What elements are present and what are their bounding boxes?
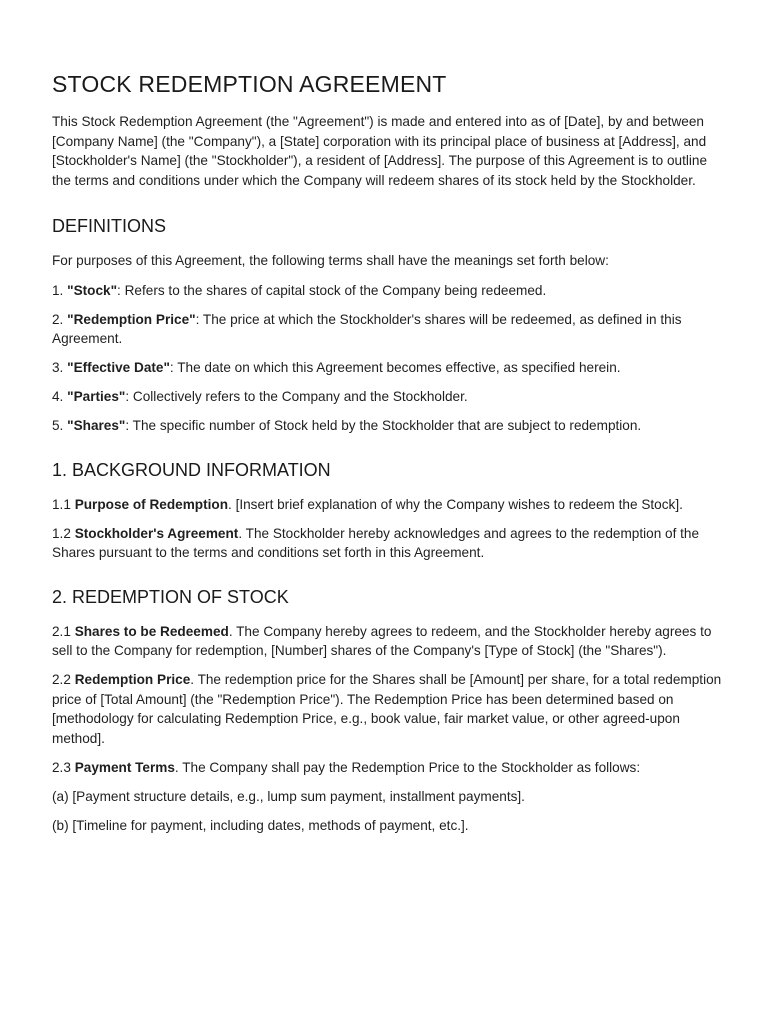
definition-number: 3. [52, 360, 68, 375]
clause-item [52, 622, 727, 661]
background-heading: 1. BACKGROUND INFORMATION [52, 459, 331, 480]
clause-term: Payment Terms [74, 759, 175, 775]
clause-number: 2.3 [52, 759, 75, 775]
clause-item [52, 758, 727, 778]
clause-term: Shares to be Redeemed [74, 623, 229, 639]
definition-item [52, 416, 727, 436]
definition-item [52, 387, 727, 407]
definition-number: 4. [52, 389, 68, 404]
document-page [52, 70, 727, 845]
payment-subitem: (b) [Timeline for payment, including dates, methods of payment, etc.]. [52, 817, 469, 833]
definitions-intro: For purposes of this Agreement, the following terms shall have the meanings set forth below: [52, 253, 609, 268]
payment-subitem: (a) [Payment structure details, e.g., lump sum payment, installment payments]. [52, 788, 525, 804]
definition-term: "Shares" [67, 418, 126, 433]
definitions-heading: DEFINITIONS [52, 216, 167, 236]
definition-number: 2. [52, 311, 68, 327]
definition-number: 5. [52, 418, 68, 433]
definition-item [52, 310, 727, 349]
clause-term: Stockholder's Agreement [74, 525, 239, 541]
clause-text: . The redemption price for the Shares shall be [Amount] per share, for a total redemption price of [Total Amount] (the "Redemption Price"). The Redemption Price has been determined based on [methodology for calculating Redemption Price, e.g., book value, fair market value, or other agreed-upon method]. [52, 672, 722, 746]
redemption-list [52, 622, 727, 836]
definition-term: "Parties" [67, 389, 126, 404]
definition-item [52, 358, 727, 378]
definition-item [52, 281, 727, 301]
definition-text: : Refers to the shares of capital stock of the Company being redeemed. [117, 282, 547, 298]
clause-text: . The Company hereby agrees to redeem, and the Stockholder hereby agrees to sell to the Company for redemption, [Number] shares of the Company's [Type of Stock] (the "Shares"). [52, 623, 712, 658]
clause-item [52, 495, 727, 515]
clause-text: . The Company shall pay the Redemption Price to the Stockholder as follows: [174, 759, 641, 775]
document-title: STOCK REDEMPTION AGREEMENT [52, 71, 447, 97]
clause-number: 1.1 [52, 496, 75, 512]
clause-number: 2.2 [52, 672, 75, 687]
clause-item [52, 524, 727, 563]
clause-term: Redemption Price [74, 672, 191, 687]
definition-text: : Collectively refers to the Company and the Stockholder. [125, 389, 468, 404]
background-list [52, 495, 727, 563]
definition-text: : The price at which the Stockholder's shares will be redeemed, as defined in this Agreement. [52, 311, 682, 346]
definition-term: "Redemption Price" [67, 311, 196, 327]
definition-text: : The specific number of Stock held by the Stockholder that are subject to redemption. [125, 418, 642, 433]
clause-number: 2.1 [52, 623, 75, 639]
clause-item [52, 670, 727, 748]
definition-text: : The date on which this Agreement becomes effective, as specified herein. [169, 360, 621, 375]
definitions-list [52, 281, 727, 436]
definition-number: 1. [52, 282, 68, 298]
definition-term: "Effective Date" [67, 360, 170, 375]
clause-number: 1.2 [52, 525, 75, 541]
redemption-heading: 2. REDEMPTION OF STOCK [52, 586, 289, 607]
intro-paragraph: This Stock Redemption Agreement (the "Agreement") is made and entered into as of [Date], by and between [Company Name] (the "Company"), a [State] corporation with its principal place of business at [Address], and [Stockholder's Name] (the "Stockholder"), a resident of [Address]. The purpose of this Agreement is to outline the terms and conditions under which the Company will redeem shares of its stock held by the Stockholder. [52, 114, 708, 188]
clause-term: Purpose of Redemption [74, 496, 229, 512]
clause-text: . The Stockholder hereby acknowledges and agrees to the redemption of the Shares pursuant to the terms and conditions set forth in this Agreement. [52, 525, 700, 560]
clause-text: . [Insert brief explanation of why the Company wishes to redeem the Stock]. [228, 496, 683, 512]
definition-term: "Stock" [67, 282, 118, 298]
